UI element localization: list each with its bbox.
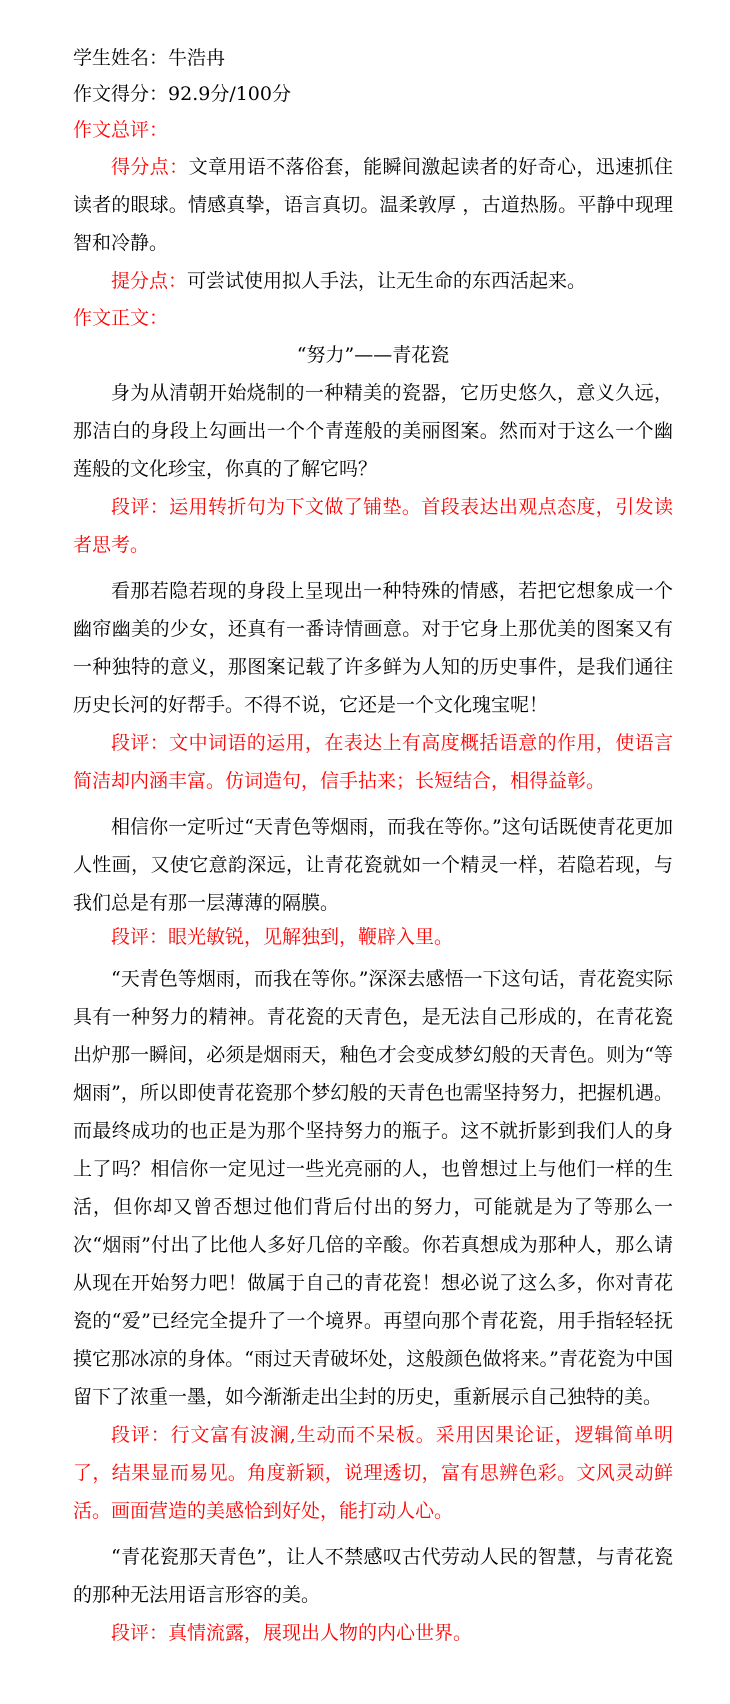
improvement-points-text: 可尝试使用拟人手法，让无生命的东西活起来。 — [187, 270, 587, 292]
essay-title: “努力”——青花瓷 — [296, 344, 450, 366]
scoring-points — [73, 148, 673, 262]
essay-paragraph: 身为从清朝开始烧制的一种精美的瓷器，它历史悠久，意义久远，那洁白的身段上勾画出一个个青莲般的美丽图案。然而对于这么一个幽莲般的文化珍宝，你真的了解它吗？ — [73, 382, 673, 480]
essay-paragraph: “天青色等烟雨，而我在等你。”深深去感悟一下这句话，青花瓷实际具有一种努力的精神。青花瓷的天青色，是无法自己形成的，在青花瓷出炉那一瞬间，必须是烟雨天，釉色才会变成梦幻般的天青色。则为“等烟雨”，所以即使青花瓷那个梦幻般的天青色也需坚持努力，把握机遇。而最终成功的也正是为那个坚持努力的瓶子。这不就折影到我们人的身上了吗？相信你一定见过一些光亮丽的人，也曾想过上与他们一样的生活，但你却又曾否想过他们背后付出的努力，可能就是为了等那么一次“烟雨”付出了比他人多好几倍的辛酸。你若真想成为那种人，那么请从现在开始努力吧！做属于自己的青花瓷！想必说了这么多，你对青花瓷的“爱”已经完全提升了一个境界。再望向那个青花瓷，用手指轻轻抚摸它那冰凉的身体。“雨过天青破坏处，这般颜色做将来。”青花瓷为中国留下了浓重一墨，如今渐渐走出尘封的历史，重新展示自己独特的美。 — [73, 968, 673, 1408]
essay-paragraph: “青花瓷那天青色”，让人不禁感叹古代劳动人民的智慧，与青花瓷的那种无法用语言形容的美。 — [73, 1546, 673, 1606]
score-label: 作文得分： — [73, 83, 169, 105]
essay-paragraph: 看那若隐若现的身段上呈现出一种特殊的情感，若把它想象成一个幽帘幽美的少女，还真有一番诗情画意。对于它身上那优美的图案又有一种独特的意义，那图案记载了许多鲜为人知的历史事件，是我们通往历史长河的好帮手。不得不说，它还是一个文化瑰宝呢！ — [73, 580, 673, 716]
document-page — [73, 40, 673, 1652]
paragraph-comment: 段评：运用转折句为下文做了铺垫。首段表达出观点态度，引发读者思考。 — [73, 496, 673, 556]
paragraph-comment: 段评：真情流露，展现出人物的内心世界。 — [111, 1622, 473, 1644]
overall-heading: 作文总评： — [73, 119, 169, 141]
essay-heading: 作文正文： — [73, 307, 169, 329]
improvement-points — [73, 262, 673, 300]
scoring-points-text: 文章用语不落俗套，能瞬间激起读者的好奇心，迅速抓住读者的眼球。情感真挚，语言真切。温柔敦厚 ，古道热肠。平静中现理智和冷静。 — [73, 156, 673, 254]
improvement-points-label: 提分点： — [111, 270, 188, 292]
score-line — [73, 76, 673, 112]
scoring-points-label: 得分点： — [111, 156, 189, 178]
student-name-value: 牛浩冉 — [168, 47, 226, 69]
score-value: 92.9分/100分 — [168, 83, 291, 105]
student-name-line — [73, 40, 673, 76]
paragraph-comment: 段评：文中词语的运用，在表达上有高度概括语意的作用，使语言简洁却内涵丰富。仿词造句，信手拈来；长短结合，相得益彰。 — [73, 732, 673, 792]
paragraph-comment: 段评：眼光敏锐，见解独到，鞭辟入里。 — [111, 926, 454, 948]
student-name-label: 学生姓名： — [73, 47, 169, 69]
paragraph-comment: 段评：行文富有波澜,生动而不呆板。采用因果论证，逻辑简单明了，结果显而易见。角度新颖，说理透切，富有思辨色彩。文风灵动鲜活。画面营造的美感恰到好处，能打动人心。 — [73, 1424, 673, 1522]
essay-paragraph: 相信你一定听过“天青色等烟雨，而我在等你。”这句话既使青花更加人性画，又使它意韵深远，让青花瓷就如一个精灵一样，若隐若现，与我们总是有那一层薄薄的隔膜。 — [73, 816, 673, 914]
